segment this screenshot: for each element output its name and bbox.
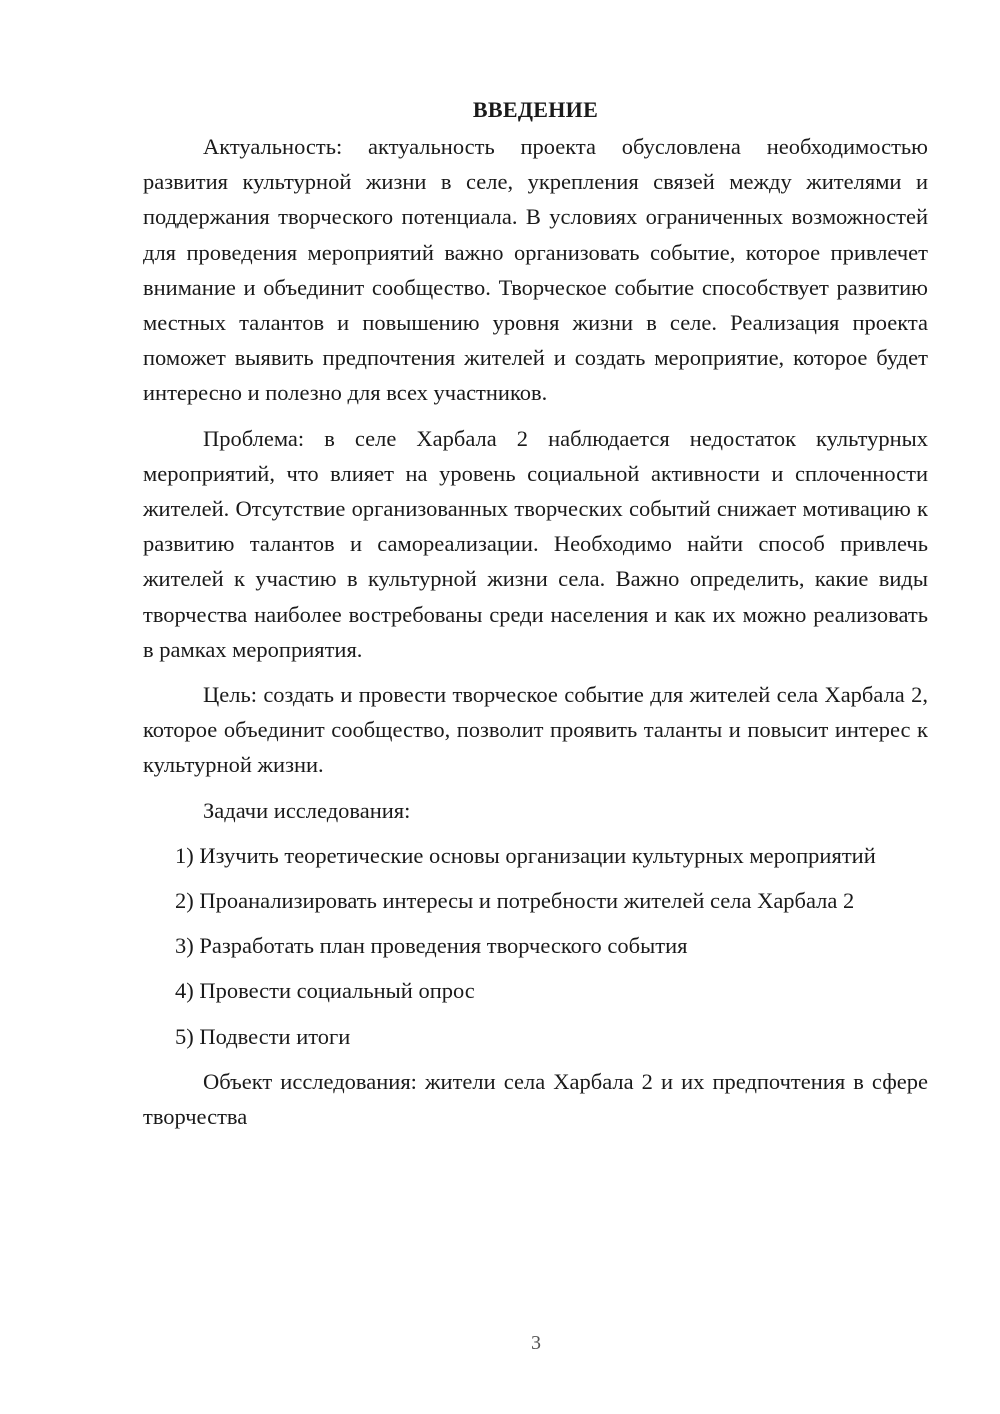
tasks-list bbox=[143, 838, 928, 1054]
task-item-1: 1) Изучить теоретические основы организации культурных мероприятий bbox=[175, 842, 876, 868]
task-item-4: 4) Провести социальный опрос bbox=[175, 978, 475, 1004]
tasks-heading: Задачи исследования: bbox=[203, 797, 411, 823]
task-item-3: 3) Разработать план проведения творческого события bbox=[175, 933, 688, 959]
document-page bbox=[143, 92, 928, 1144]
page-title: ВВЕДЕНИЕ bbox=[472, 97, 599, 122]
object-paragraph: Объект исследования: жители села Харбала 2 и их предпочтения в сфере творчества bbox=[143, 1068, 928, 1130]
goal-paragraph: Цель: создать и провести творческое событие для жителей села Харбала 2, которое объединит сообщество, позволит проявить таланты и повысит интерес к культурной жизни. bbox=[143, 682, 928, 778]
task-item-5: 5) Подвести итоги bbox=[175, 1023, 351, 1049]
task-item-2: 2) Проанализировать интересы и потребности жителей села Харбала 2 bbox=[175, 888, 855, 914]
problem-paragraph: Проблема: в селе Харбала 2 наблюдается недостаток культурных мероприятий, что влияет на уровень социальной активности и сплоченности жителей. Отсутствие организованных творческих событий снижает мотивацию к развитию талантов и самореализации. Необходимо найти способ привлечь жителей к участию в культурной жизни села. Важно определить, какие виды творчества наиболее востребованы среди населения и как их можно реализовать в рамках мероприятия. bbox=[143, 425, 928, 662]
page-number: 3 bbox=[531, 1332, 541, 1354]
relevance-paragraph: Актуальность: актуальность проекта обусловлена необходимостью развития культурной жизни в селе, укрепления связей между жителями и поддержания творческого потенциала. В условиях ограниченных возможностей для проведения мероприятий важно организовать событие, которое привлечет внимание и объединит сообщество. Творческое событие способствует развитию местных талантов и повышению уровня жизни в селе. Реализация проекта поможет выявить предпочтения жителей и создать мероприятие, которое будет интересно и полезно для всех участников. bbox=[143, 134, 928, 406]
